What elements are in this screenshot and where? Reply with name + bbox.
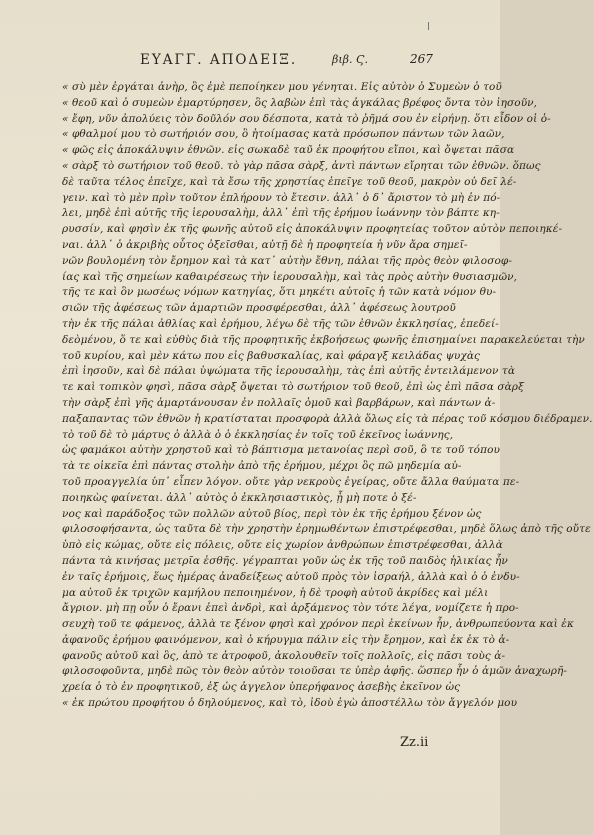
text-line: « θεοῦ καὶ ὁ συμεὼν ἐμαρτύρησεν, ὃς λαβὼν ἐπὶ τὰς ἀγκάλας βρέφος ὄντα τὸν ἰησοῦν, — [62, 96, 538, 109]
text-line: παξαπαντας τῶν ἐθνῶν ἡ κρατίσταται προσφορὰ ἀλλὰ ὅλως εἰς τὰ πέρας τοῦ κόσμου διέδραμεν. — [62, 412, 593, 425]
text-line: χρεία ὁ τὸ ἐν προφητικοῦ, ἐξ ὡς ἀγγελον ὑπερήφανος ἀσεβὴς ἐκεῖνον ὡς — [62, 681, 461, 694]
greek-text-block — [62, 80, 593, 712]
text-line: λει, μηδὲ ἐπὶ αὐτῆς τῆς ἱερουσαλὴμ, ἀλλ᾽ ἐπὶ τῆς ἐρήμου ἰωάννην τὸν βάπτε κη- — [62, 207, 500, 220]
text-line: ίας καὶ τῆς σημείων καθαιρέσεως τὴν ἱερουσαλὴμ, καὶ τὰς πρὸς αὐτὴν θυσιασμῶν, — [62, 270, 518, 283]
text-line: « φῶς εἰς ἀποκάλυψιν ἐθνῶν. εἰς σωκαδὲ ταῦ ἐκ προφήτου εἴποι, καὶ ὄψεται πᾶσα — [62, 144, 515, 157]
text-line: πάντα τὰ κινήσας μετρῖα ἐσθῆς. γέγραπται γοῦν ὡς ἐκ τῆς τοῦ παιδὸς ἡλικίας ἦν — [62, 554, 508, 567]
text-line: μα αὐτοῦ ἐκ τριχῶν καμήλου πεποιημένον, ἡ δὲ τροφὴ αὐτοῦ ἀκρίδες καὶ μέλι — [62, 586, 489, 599]
text-line: ὑπὸ εἰς κώμας, οὔτε εἰς πόλεις, οὔτε εἰς χωρίον ἀνθρώπων ἐπιστρέφεσθαι, ἀλλὰ — [62, 539, 503, 552]
text-line: « σὺ μὲν ἐργάται ἀνὴρ, ὃς ἐμὲ πεποίηκεν μου γένηται. Εἰς αὐτὸν ὁ Συμεὼν ὁ τοῦ — [62, 81, 502, 93]
text-line: « σὰρξ τὸ σωτήριον τοῦ θεοῦ. τὸ γὰρ πᾶσα σὰρξ, ἀντὶ πάντων εἴρηται τῶν ἐθνῶν. ὅπως — [62, 159, 541, 172]
text-line: « φθαλμοί μου τὸ σωτήριόν σου, ὃ ἡτοίμασας κατὰ πρόσωπον πάντων τῶν λαῶν, — [62, 128, 505, 141]
text-line: τῆς τε καὶ ὃν μωσέως νόμων κατηγίας, ὅτι μηκέτι αὐτοῖς ἡ τῶν κατὰ νόμον θυ- — [62, 286, 497, 299]
text-line: νος καὶ παράδοξος τῶν πολλῶν αὐτοῦ βίος, περὶ τὸν ἐκ τῆς ἐρήμου ξένον ὡς — [62, 507, 482, 520]
text-line: ἐπὶ ἰησοῦν, καὶ δὲ πάλαι ὑψώματα τῆς ἱερουσαλὴμ, τὰς ἐπὶ αὐτῆς ἐντειλάμενον τὰ — [62, 365, 516, 378]
book-section: βιβ. Ϛ. — [332, 53, 368, 66]
signature-mark: Zz.ii — [400, 735, 429, 750]
text-line: φανοῦς αὐτοῦ καὶ ὃς, ἀπὸ τε ἀτροφοῦ, ἀκολουθεῖν τοῖς πολλοῖς, εἰς πᾶσι τοὺς ἀ- — [62, 649, 506, 662]
page-header — [60, 52, 440, 70]
text-line: ποιηκὼς φαίνεται. ἀλλ᾽ αὐτὸς ὁ ἐκκλησιαστικὸς, ᾗ μὴ ποτε ὁ ξέ- — [62, 491, 417, 504]
text-line: δεὸμένου, ὅ τε καὶ εὐθὺς διὰ τῆς προφητικῆς ἐκβοήσεως φωνῆς ἐπισημαίνει παρακελεύεται τὴν — [62, 333, 585, 346]
text-line: τοῦ κυρίου, καὶ μὲν κάτω που εἰς βαθυσκαλίας, καὶ φάραγξ κειλάδας ψυχὰς — [62, 349, 481, 362]
text-line: γειν. καὶ τὸ μὲν πρὶν τοῦτον ἐπλήρουν τὸ ἔτεσιν. ἀλλ᾽ ὁ δ᾽ ἄριστον τὸ μὴ ἐν πό- — [62, 191, 501, 204]
text-line: ἄγριον. μὴ πῃ οὖν ὁ ἔρανι ἐπεὶ ἀνδρὶ, καὶ ἀρξάμενος τὸν τότε λέγα, νομίζετε ἡ προ- — [62, 602, 519, 615]
text-line: δὲ ταῦτα τέλος ἐπεῖχε, καὶ τὰ ἔσω τῆς χρηστίας ἐπεῖγε τοῦ θεοῦ, μακρὸν οὐ δεῖ λέ- — [62, 175, 517, 188]
text-line: σιῶν τῆς ἀφέσεως τῶν ἁμαρτιῶν προσφέρεσθαι, ἀλλ᾽ ἀφέσεως λουτροῦ — [62, 302, 456, 315]
text-line: ρυσσίν, καὶ φησὶν ἐκ τῆς φωνῆς αὐτοῦ εἰς ἀποκάλυψιν προφητείας τοῦτον αὐτὸν πεποιηκέ- — [62, 223, 563, 236]
text-line: « ἔφη, νῦν ἀπολύεις τὸν δοῦλόν σου δέσποτα, κατὰ τὸ ῥῆμά σου ἐν εἰρήνῃ. ὅτι εἶδον οἱ ὀ- — [62, 112, 551, 125]
page-number: 267 — [410, 52, 433, 66]
text-line: ἀφανοῦς ἐρήμου φαινόμενον, καὶ ὁ κήρυγμα πάλιν εἰς τὴν ἔρημον, καὶ ἐκ ἐκ τὸ ἀ- — [62, 633, 510, 646]
text-line: τὴν σὰρξ ἐπὶ γῆς ἁμαρτάνουσαν ἐν πολλαῖς ὁμοῦ καὶ βαρβάρων, καὶ πάντων ἀ- — [62, 396, 496, 409]
text-line: φιλοσοφοῦντα, μηδὲ πῶς τὸν θεὸν αὐτὸν τοιοῦσαι τε ὑπὲρ ἀφῆς. ὥσπερ ἦν ὁ ἀμῶν ἀναχωρῆ- — [62, 665, 568, 678]
text-line: τὰ τε οἰκεῖα ἐπὶ πάντας στολὴν ἀπὸ τῆς ἐρήμου, μέχρι ὃς πῶ μηδεμία αὐ- — [62, 460, 462, 473]
text-line: ὡς φαμάκοι αὐτὴν χρηστοῦ καὶ τὸ βάπτισμα μετανοίας περὶ σοῦ, ὃ τε τοῦ τόπου — [62, 444, 500, 457]
text-line: ναι. ἀλλ᾽ ὁ ἀκριβὴς οὗτος ὀξεῖσθαι, αὐτῇ δὲ ἡ προφητεία ἡ νῦν ἄρα σημεῖ- — [62, 238, 468, 251]
text-line: φιλοσοφήσαντα, ὡς ταῦτα δὲ τὴν χρηστὴν ἐρημωθέντων ἐπιστρέφεσθαι, μηδὲ ὅλως ἀπὸ τῆς οὔτε — [62, 523, 591, 536]
text-line: τε καὶ τοπικὸν φησὶ, πᾶσα σὰρξ ὄψεται τὸ σωτήριον τοῦ θεοῦ, ἐπὶ ὡς ἐπὶ πᾶσα σὰρξ — [62, 381, 524, 394]
text-line: σευχὴ τοῦ τε φάμενος, ἀλλὰ τε ξένον φησὶ καὶ χρόνον περὶ ἐκείνων ἦν, ἀνθρωπεύοντα καὶ ἐκ — [62, 618, 574, 631]
text-line: « ἐκ πρώτου προφήτου ὁ δηλούμενος, καὶ τὸ, ἰδοὺ ἐγὼ ἀποστέλλω τὸν ἄγγελόν μου — [62, 697, 518, 710]
text-line: τὴν ἐκ τῆς πάλαι ἀθλίας καὶ ἐρήμου, λέγω δὲ τῆς τῶν ἐθνῶν ἐκκλησίας, ἐπεδεί- — [62, 317, 499, 330]
text-line: τοῦ προαγγελία ὑπ᾽ εἶπεν λόγον. οὔτε γὰρ νεκροὺς ἐγείρας, οὔτε ἄλλα θαύματα πε- — [62, 475, 520, 488]
margin-mark — [428, 22, 429, 30]
text-line: ἐν ταῖς ἐρήμοις, ἕως ἡμέρας ἀναδείξεως αὐτοῦ πρὸς τὸν ἰσραήλ, ἀλλὰ καὶ ὁ ὁ ἐνδυ- — [62, 570, 520, 583]
running-title: ΕΥΑΓΓ. ΑΠΟΔΕΙΞ. — [140, 52, 298, 68]
text-line: νῶν βουλομένη τὸν ἔρημον καὶ τὰ κατ᾽ αὐτὴν ἔθνη, πάλαι τῆς πρὸς θεὸν φιλοσοφ- — [62, 254, 512, 267]
text-line: τὸ τοῦ δὲ τὸ μάρτυς ὁ ἀλλὰ ὁ ὁ ἐκκλησίας ἐν τοῖς τοῦ ἐκεῖνος ἰωάννης, — [62, 428, 454, 441]
